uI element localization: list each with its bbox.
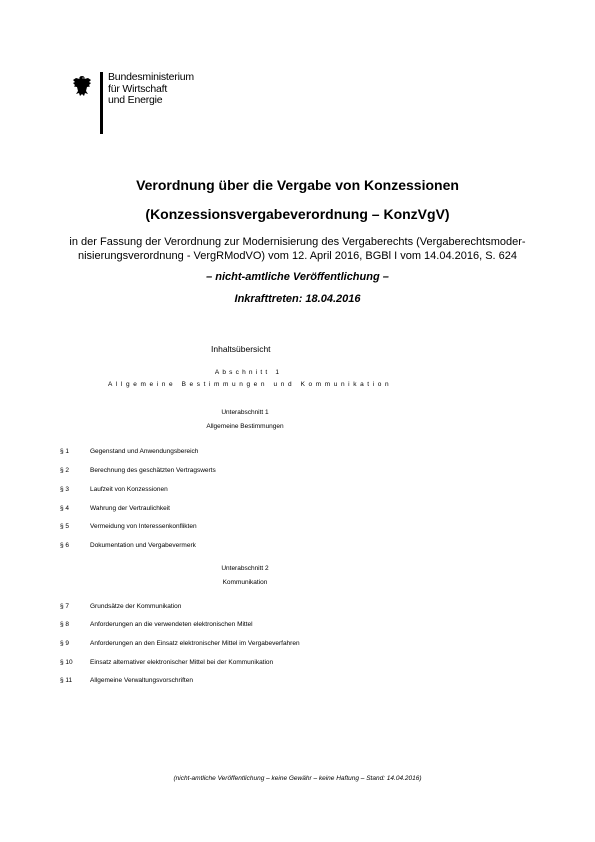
effective-date: Inkrafttreten: 18.04.2016	[234, 293, 361, 305]
toc-entry[interactable]	[60, 523, 197, 530]
toc-entry-number: § 3	[60, 486, 70, 493]
toc-entry-text: Vermeidung von Interessenkonflikten	[90, 523, 197, 530]
document-subtitle	[50, 235, 545, 263]
toc-entry-number: § 9	[60, 640, 70, 647]
document-title-abbreviation: (Konzessionsvergabeverordnung – KonzVgV)	[145, 206, 450, 222]
ministry-logo	[72, 72, 202, 134]
toc-entry-text: Laufzeit von Konzessionen	[90, 486, 168, 493]
toc-entry-text: Gegenstand und Anwendungsbereich	[90, 448, 199, 455]
toc-entry[interactable]	[60, 677, 193, 684]
toc-subsection-2-title: Kommunikation	[222, 579, 268, 586]
toc-title: Inhaltsübersicht	[211, 344, 271, 354]
toc-entry-number: § 5	[60, 523, 70, 530]
toc-entry-number: § 10	[60, 659, 73, 666]
toc-entry-text: Wahrung der Vertraulichkeit	[90, 505, 170, 512]
ministry-name-line-2: für Wirtschaft	[108, 82, 168, 95]
toc-entry[interactable]	[60, 603, 181, 610]
toc-section-title: Allgemeine Bestimmungen und Kommunikation	[108, 381, 393, 388]
toc-entry[interactable]	[60, 486, 168, 493]
toc-entry-text: Allgemeine Verwaltungsvorschriften	[90, 677, 193, 684]
toc-entry-number: § 1	[60, 448, 70, 455]
toc-entry[interactable]	[60, 640, 300, 647]
toc-entry-number: § 4	[60, 505, 70, 512]
toc-entry[interactable]	[60, 621, 253, 628]
ministry-name	[108, 72, 194, 107]
toc-subsection-1-label: Unterabschnitt 1	[221, 409, 269, 416]
toc-entry-text: Berechnung des geschätzten Vertragswerts	[90, 467, 216, 474]
toc-entry[interactable]	[60, 448, 198, 455]
document-title: Verordnung über die Vergabe von Konzessionen	[136, 177, 459, 193]
toc-entry-number: § 11	[60, 677, 73, 684]
toc-entry-number: § 2	[60, 467, 70, 474]
toc-entry-number: § 8	[60, 621, 70, 628]
subtitle-line-2: nisierungsverordnung - VergRModVO) vom 12. April 2016, BGBl I vom 14.04.2016, S. 624	[77, 250, 518, 262]
toc-entry-text: Anforderungen an die verwendeten elektronischen Mittel	[90, 621, 253, 628]
page-footer: (nicht-amtliche Veröffentlichung – keine Gewähr – keine Haftung – Stand: 14.04.2016)	[173, 775, 422, 782]
toc-subsection-1-title: Allgemeine Bestimmungen	[206, 423, 284, 430]
subtitle-line-1: in der Fassung der Verordnung zur Modernisierung des Vergaberechts (Vergaberechtsmoder-	[69, 236, 526, 248]
logo-divider-bar	[100, 72, 103, 134]
non-official-notice: – nicht-amtliche Veröffentlichung –	[206, 271, 389, 283]
toc-entry[interactable]	[60, 659, 273, 666]
toc-entry-text: Anforderungen an den Einsatz elektronischer Mittel im Vergabeverfahren	[90, 640, 300, 647]
ministry-name-line-3: und Energie	[108, 94, 163, 106]
toc-entry-text: Einsatz alternativer elektronischer Mittel bei der Kommunikation	[90, 659, 274, 666]
toc-entry-text: Dokumentation und Vergabevermerk	[90, 542, 196, 549]
toc-entry[interactable]	[60, 542, 196, 549]
toc-entry-number: § 7	[60, 603, 70, 610]
toc-entry-text: Grundsätze der Kommunikation	[90, 603, 182, 610]
toc-entry[interactable]	[60, 505, 170, 512]
toc-subsection-2-label: Unterabschnitt 2	[221, 565, 269, 572]
toc-entry-number: § 6	[60, 542, 70, 549]
toc-entry[interactable]	[60, 467, 216, 474]
toc-section-label: Abschnitt 1	[214, 369, 283, 376]
ministry-name-line-1: Bundesministerium	[108, 71, 194, 83]
federal-eagle-icon	[72, 74, 92, 98]
